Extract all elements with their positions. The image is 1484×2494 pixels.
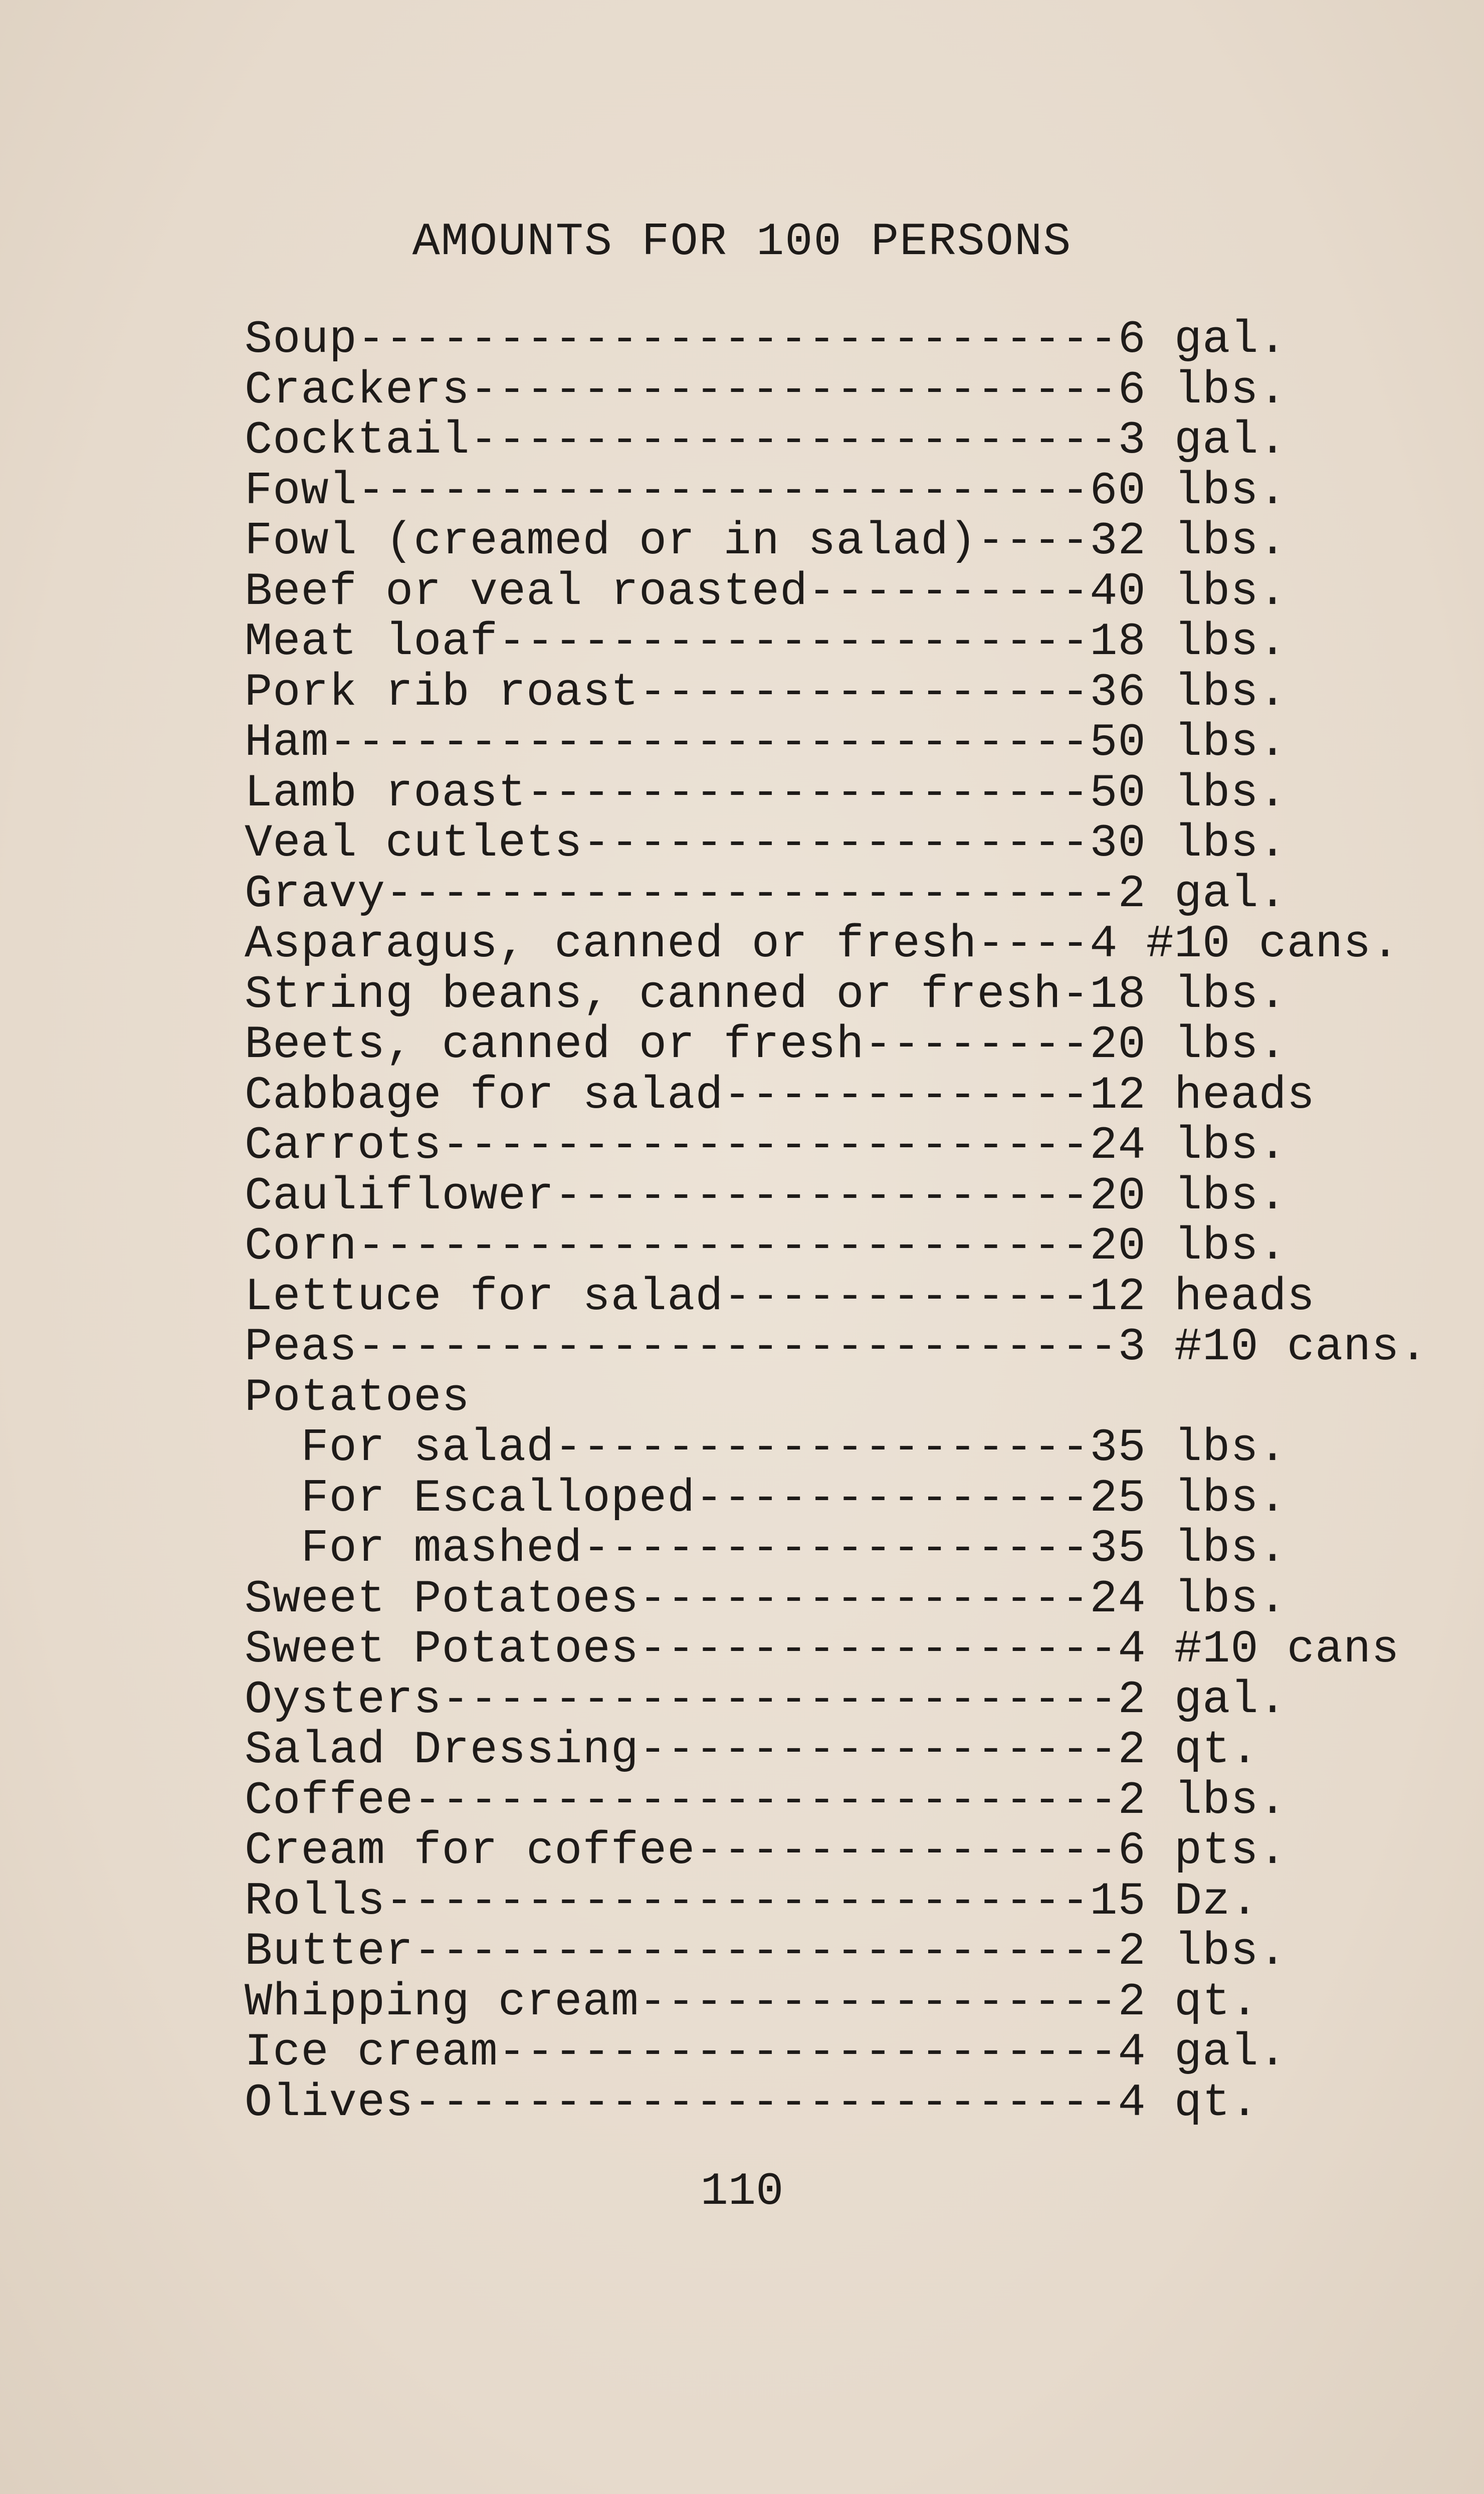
list-item: Rolls-------------------------15 Dz.	[245, 1875, 1259, 1928]
list-item: Ham---------------------------50 lbs.	[245, 716, 1287, 769]
list-item: String beans, canned or fresh-18 lbs.	[245, 968, 1287, 1021]
list-item: Potatoes	[245, 1371, 470, 1424]
list-item: Lettuce for salad-------------12 heads	[245, 1270, 1315, 1323]
list-item: For salad-------------------35 lbs.	[245, 1421, 1287, 1474]
page-number: 110	[700, 2165, 784, 2218]
list-item: For Escalloped--------------25 lbs.	[245, 1472, 1287, 1525]
list-item: Beef or veal roasted----------40 lbs.	[245, 565, 1287, 618]
list-item: Sweet Potatoes-----------------4 #10 cans	[245, 1623, 1400, 1676]
list-item: Lamb roast--------------------50 lbs.	[245, 766, 1287, 819]
list-item: Gravy--------------------------2 gal.	[245, 867, 1287, 920]
list-item: Whipping cream-----------------2 qt.	[245, 1975, 1259, 2028]
list-item: Corn--------------------------20 lbs.	[245, 1220, 1287, 1273]
list-item: Asparagus, canned or fresh----4 #10 cans.	[245, 918, 1400, 970]
list-item: Carrots-----------------------24 lbs.	[245, 1119, 1287, 1172]
list-item: Soup---------------------------6 gal.	[245, 313, 1287, 366]
list-item: Crackers-----------------------6 lbs.	[245, 363, 1287, 417]
list-item: Cauliflower-------------------20 lbs.	[245, 1169, 1287, 1222]
list-item: Oysters------------------------2 gal.	[245, 1673, 1287, 1726]
list-item: Salad Dressing-----------------2 qt.	[245, 1724, 1259, 1776]
list-item: For mashed------------------35 lbs.	[245, 1522, 1287, 1575]
list-item: Fowl--------------------------60 lbs.	[245, 464, 1287, 517]
list-item: Cream for coffee---------------6 pts.	[245, 1824, 1287, 1877]
list-item: Ice cream----------------------4 gal.	[245, 2026, 1287, 2079]
list-item: Butter-------------------------2 lbs.	[245, 1925, 1287, 1978]
list-item: Pork rib roast----------------36 lbs.	[245, 666, 1287, 719]
list-item: Meat loaf---------------------18 lbs.	[245, 615, 1287, 668]
list-item: Veal cutlets------------------30 lbs.	[245, 817, 1287, 870]
amounts-list	[245, 315, 1428, 2128]
list-item: Fowl (creamed or in salad)----32 lbs.	[245, 515, 1287, 567]
list-item: Peas---------------------------3 #10 cans.	[245, 1321, 1428, 1373]
list-item: Cocktail-----------------------3 gal.	[245, 414, 1287, 467]
list-item: Beets, canned or fresh--------20 lbs.	[245, 1018, 1287, 1071]
list-item: Cabbage for salad-------------12 heads	[245, 1069, 1315, 1122]
list-item: Coffee-------------------------2 lbs.	[245, 1774, 1287, 1827]
list-item: Sweet Potatoes----------------24 lbs.	[245, 1572, 1287, 1625]
list-item: Olives-------------------------4 qt.	[245, 2076, 1259, 2129]
page-title: AMOUNTS FOR 100 PERSONS	[412, 216, 1072, 268]
